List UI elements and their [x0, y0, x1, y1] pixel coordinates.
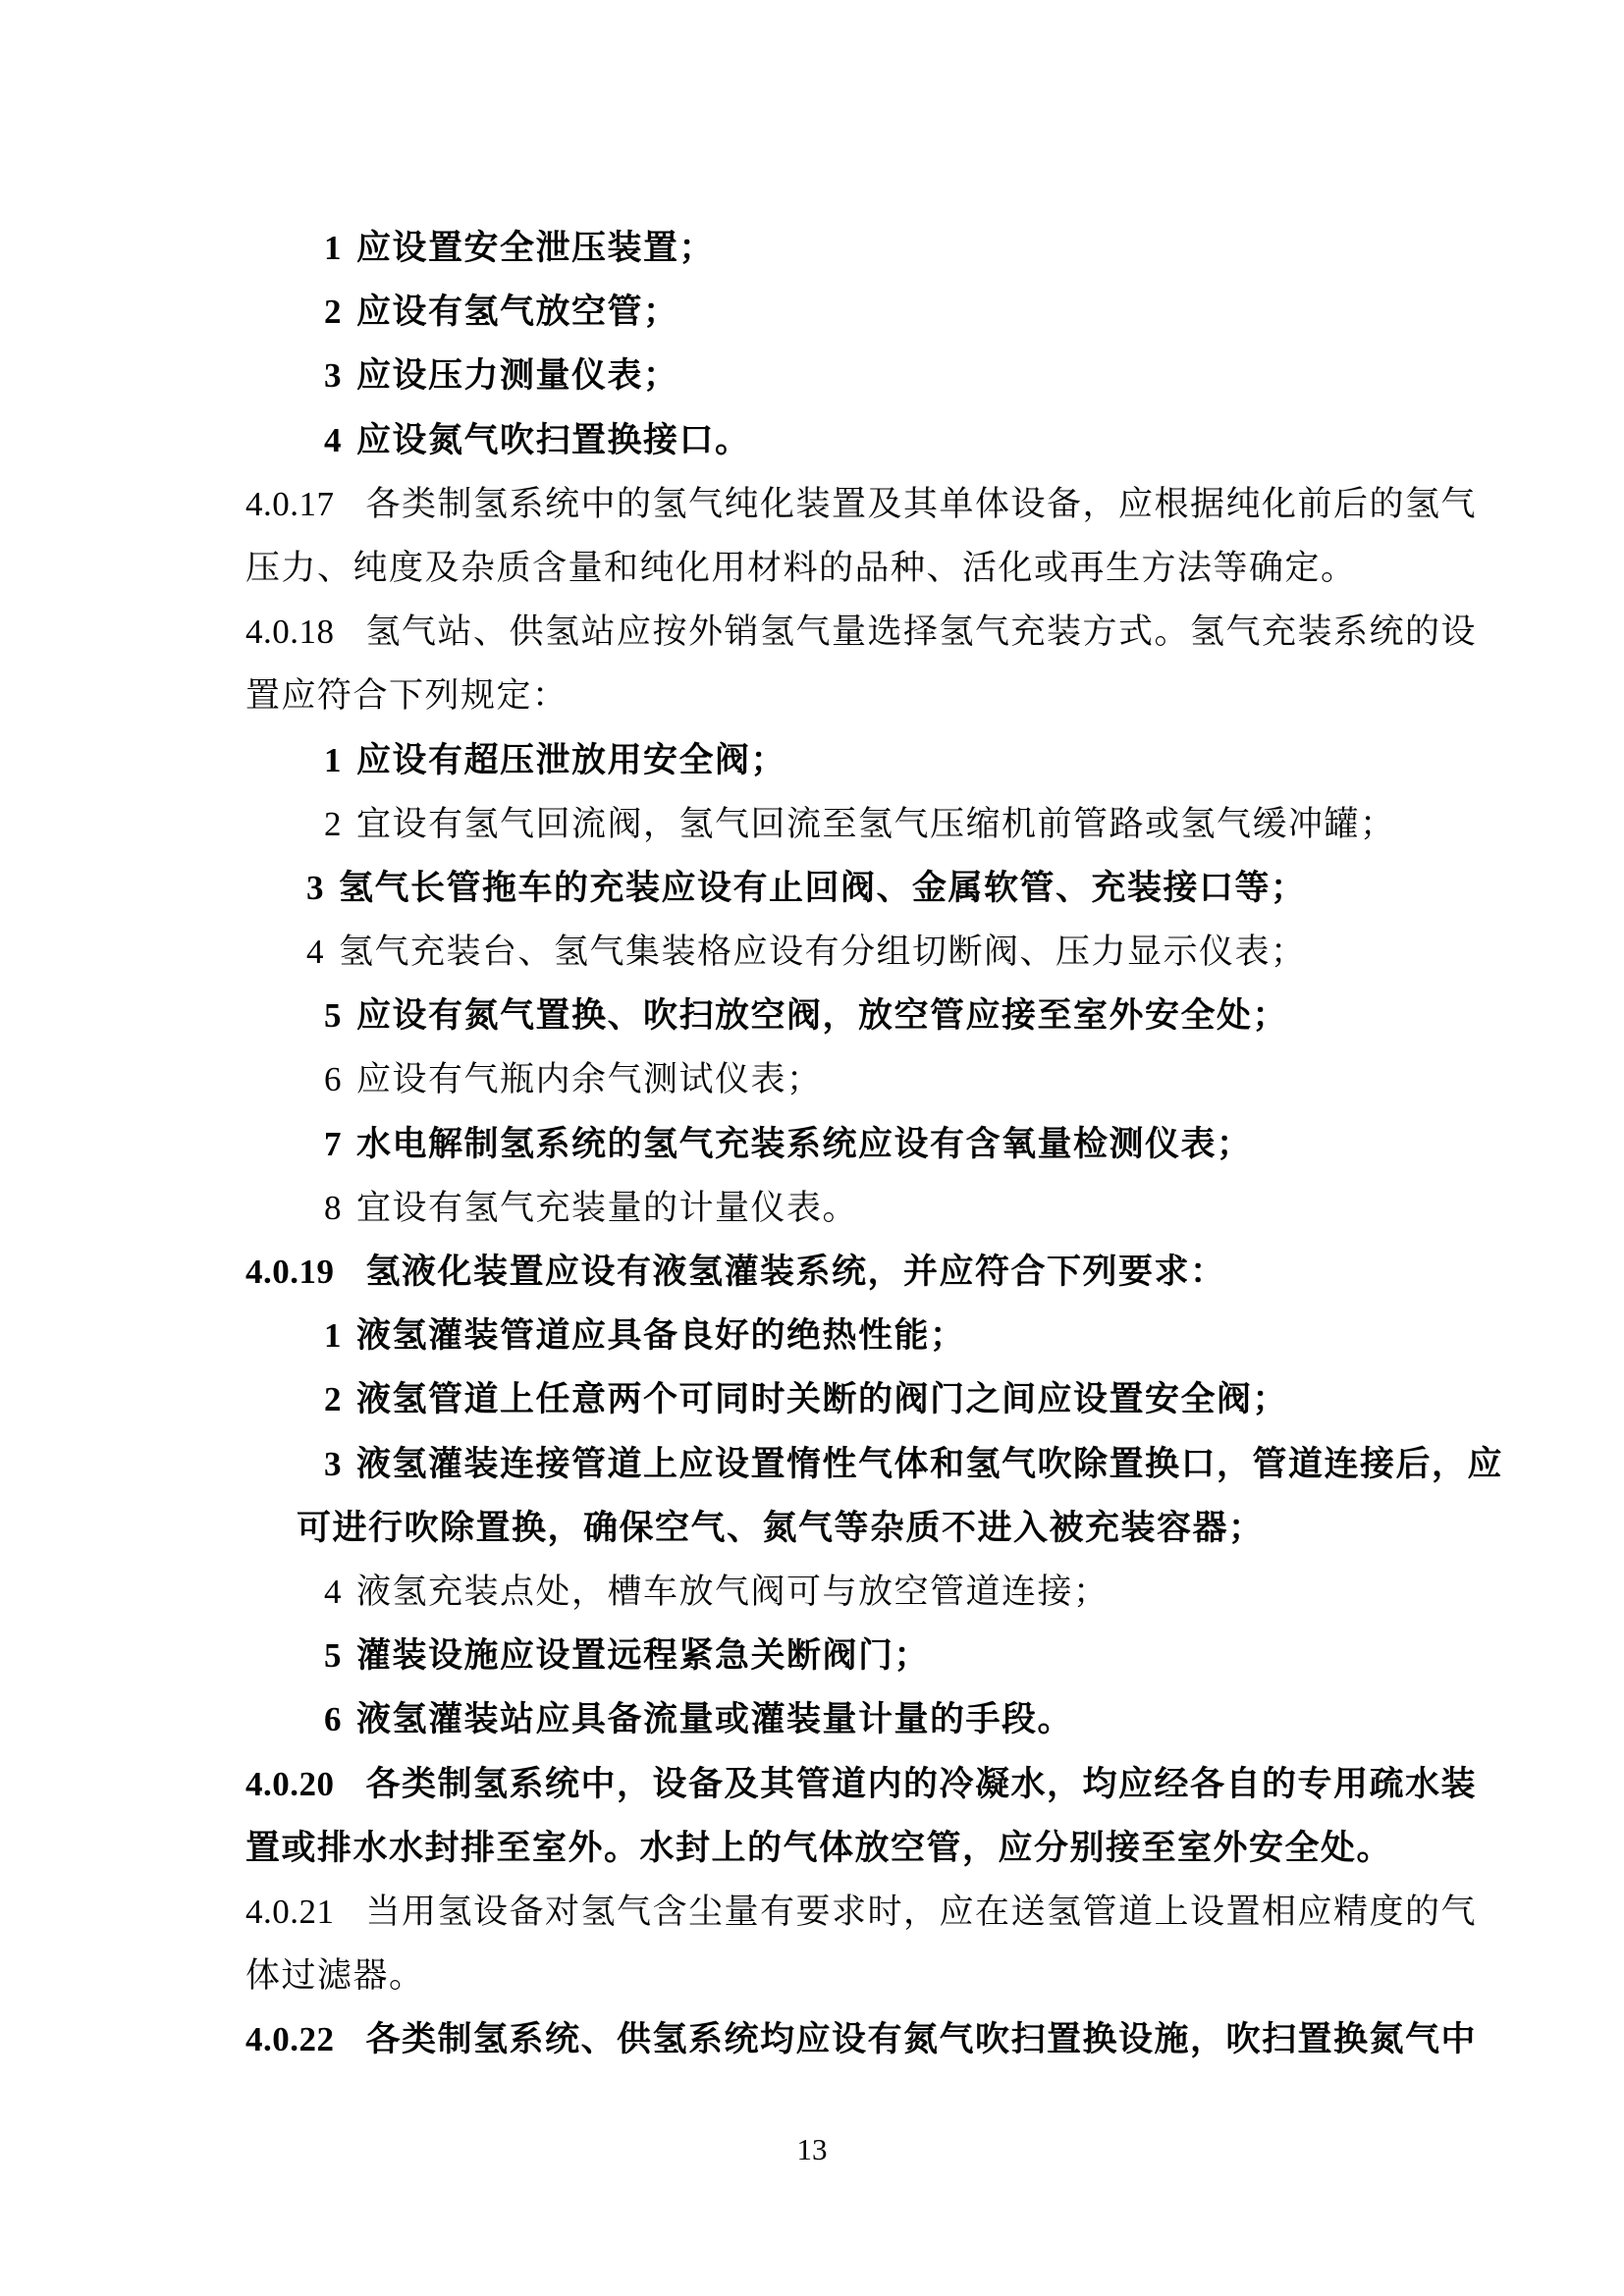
text-line	[0, 1240, 1624, 1304]
text-line	[0, 408, 1624, 472]
line-text: 应设有超压泄放用安全阀；	[356, 740, 787, 779]
line-text: 液氢灌装连接管道上应设置惰性气体和氢气吹除置换口，管道连接后，应	[356, 1444, 1504, 1483]
line-text: 压力、纯度及杂质含量和纯化用材料的品种、活化或再生方法等确定。	[245, 548, 1357, 587]
text-line	[0, 1112, 1624, 1176]
line-text: 氢气长管拖车的充装应设有止回阀、金属软管、充装接口等；	[339, 868, 1307, 907]
text-line	[0, 1047, 1624, 1111]
line-number: 4.0.20	[245, 1764, 335, 1803]
line-number: 3	[324, 356, 342, 396]
text-line	[0, 792, 1624, 856]
line-number: 8	[324, 1188, 342, 1227]
line-number: 5	[324, 996, 342, 1036]
line-number: 4	[324, 420, 342, 459]
text-line	[0, 664, 1624, 727]
text-line	[0, 856, 1624, 920]
text-line	[0, 1944, 1624, 2007]
line-number: 4	[306, 933, 324, 972]
line-text: 宜设有氢气回流阀，氢气回流至氢气压缩机前管路或氢气缓冲罐；	[356, 804, 1396, 843]
line-number: 3	[324, 1444, 342, 1483]
text-line	[0, 1432, 1624, 1496]
line-text: 各类制氢系统中的氢气纯化装置及其单体设备，应根据纯化前后的氢气	[365, 484, 1478, 523]
line-text: 氢气充装台、氢气集装格应设有分组切断阀、压力显示仪表；	[339, 933, 1307, 972]
text-line	[0, 920, 1624, 984]
line-text: 应设压力测量仪表；	[356, 356, 679, 396]
text-line	[0, 472, 1624, 536]
line-number: 4.0.19	[245, 1253, 335, 1291]
text-line	[0, 1816, 1624, 1880]
line-number: 5	[324, 1636, 342, 1676]
line-text: 灌装设施应设置远程紧急关断阀门；	[356, 1636, 931, 1676]
document-body	[0, 216, 1624, 2071]
line-number: 1	[324, 740, 342, 779]
text-line	[0, 1560, 1624, 1624]
line-number: 3	[306, 868, 324, 907]
text-line	[0, 1880, 1624, 1944]
text-line	[0, 1176, 1624, 1240]
line-text: 氢气站、供氢站应按外销氢气量选择氢气充装方式。氢气充装系统的设	[365, 613, 1478, 652]
line-number: 4.0.22	[245, 2020, 335, 2059]
line-number: 2	[324, 1380, 342, 1419]
line-text: 应设置安全泄压装置；	[356, 229, 716, 267]
text-line	[0, 1367, 1624, 1431]
line-text: 应设有氮气置换、吹扫放空阀，放空管应接至室外安全处；	[356, 996, 1289, 1036]
line-text: 液氢灌装站应具备流量或灌装量计量的手段。	[356, 1700, 1074, 1739]
line-number: 4	[324, 1572, 342, 1611]
text-line	[0, 600, 1624, 664]
text-line	[0, 1624, 1624, 1687]
line-text: 置或排水水封排至室外。水封上的气体放空管，应分别接至室外安全处。	[245, 1828, 1393, 1867]
line-number: 2	[324, 804, 342, 843]
text-line	[0, 216, 1624, 280]
line-text: 氢液化装置应设有液氢灌装系统，并应符合下列要求：	[365, 1253, 1226, 1291]
line-number: 6	[324, 1060, 342, 1099]
line-text: 各类制氢系统中，设备及其管道内的冷凝水，均应经各自的专用疏水装	[365, 1764, 1478, 1803]
line-number: 4.0.21	[245, 1892, 335, 1931]
text-line	[0, 344, 1624, 407]
line-text: 应设有气瓶内余气测试仪表；	[356, 1060, 823, 1099]
text-line	[0, 280, 1624, 344]
line-text: 体过滤器。	[245, 1956, 425, 1996]
line-number: 1	[324, 229, 342, 267]
line-text: 应设氮气吹扫置换接口。	[356, 420, 751, 459]
text-line	[0, 2007, 1624, 2071]
line-number: 6	[324, 1700, 342, 1739]
text-line	[0, 1304, 1624, 1367]
line-number: 7	[324, 1124, 342, 1163]
line-text: 液氢灌装管道应具备良好的绝热性能；	[356, 1316, 966, 1356]
text-line	[0, 1687, 1624, 1751]
line-number: 4.0.18	[245, 613, 335, 652]
text-line	[0, 1752, 1624, 1816]
line-text: 当用氢设备对氢气含尘量有要求时，应在送氢管道上设置相应精度的气	[365, 1892, 1478, 1931]
text-line	[0, 728, 1624, 792]
line-text: 可进行吹除置换，确保空气、氮气等杂质不进入被充装容器；	[297, 1508, 1265, 1547]
line-text: 宜设有氢气充装量的计量仪表。	[356, 1188, 859, 1227]
text-line	[0, 984, 1624, 1047]
line-text: 液氢管道上任意两个可同时关断的阀门之间应设置安全阀；	[356, 1380, 1289, 1419]
line-number: 4.0.17	[245, 484, 335, 523]
line-text: 各类制氢系统、供氢系统均应设有氮气吹扫置换设施，吹扫置换氮气中	[365, 2020, 1478, 2059]
line-text: 应设有氢气放空管；	[356, 293, 679, 332]
line-text: 水电解制氢系统的氢气充装系统应设有含氧量检测仪表；	[356, 1124, 1253, 1163]
text-line	[0, 1496, 1624, 1560]
line-number: 1	[324, 1316, 342, 1356]
line-number: 2	[324, 293, 342, 332]
line-text: 置应符合下列规定：	[245, 676, 568, 716]
line-text: 液氢充装点处，槽车放气阀可与放空管道连接；	[356, 1572, 1110, 1611]
text-line	[0, 536, 1624, 600]
page-number: 13	[796, 2132, 828, 2166]
